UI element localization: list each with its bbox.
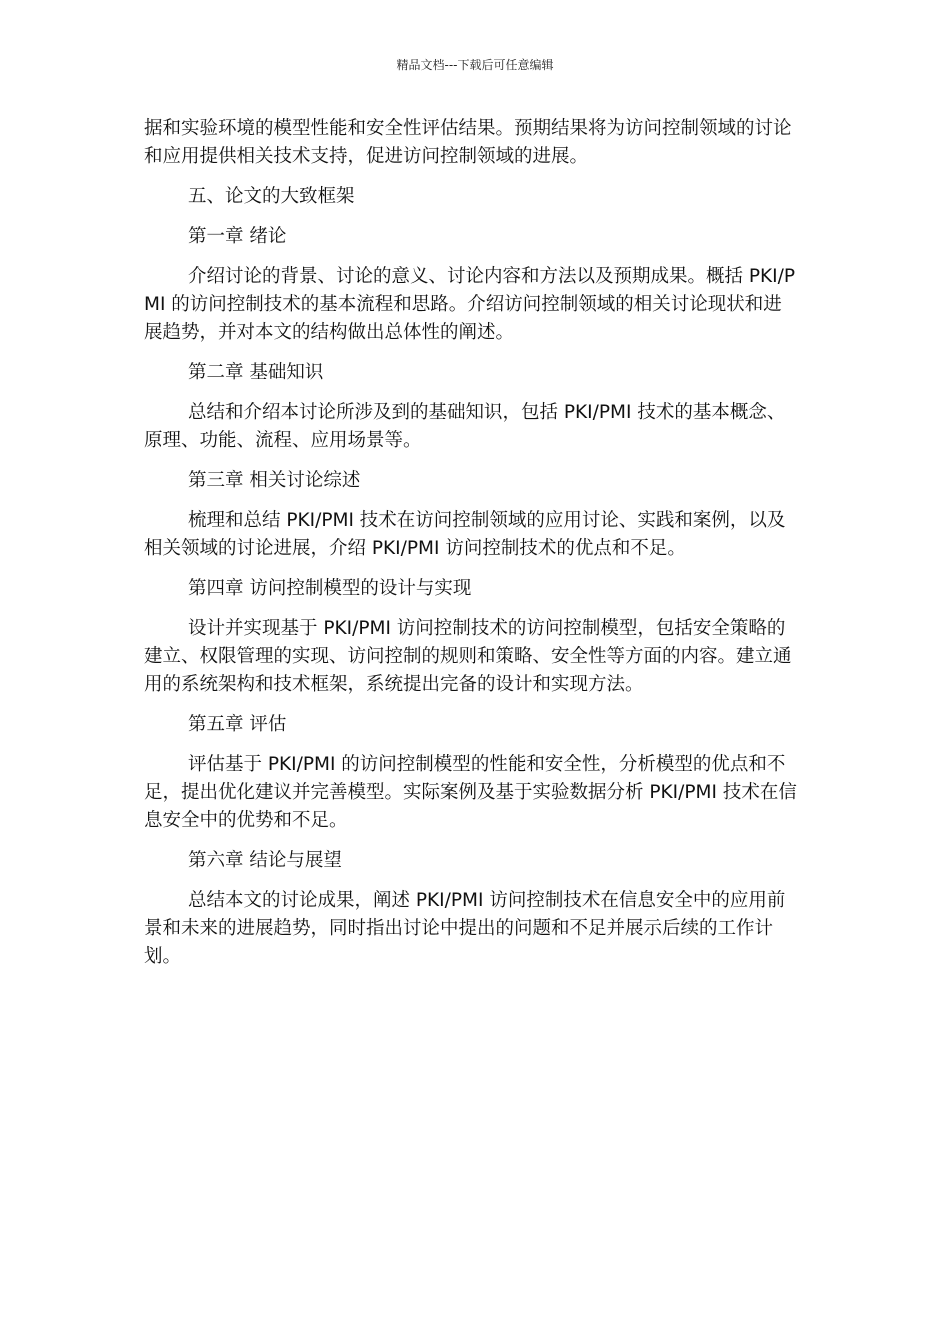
chapter-heading-6: 第六章 结论与展望 [188, 850, 342, 871]
document-body [144, 115, 799, 983]
chapter-heading-4: 第四章 访问控制模型的设计与实现 [188, 578, 472, 599]
chapter-heading-3: 第三章 相关讨论综述 [188, 470, 361, 491]
page-header: 精品文档---下载后可任意编辑 [396, 58, 554, 72]
section-heading-framework: 五、论文的大致框架 [188, 186, 355, 207]
paragraph-continuation: 据和实验环境的模型性能和安全性评估结果。预期结果将为访问控制领域的讨论和应用提供相关技术支持，促进访问控制领域的进展。 [144, 118, 792, 167]
chapter-4-description: 设计并实现基于 PKI/PMI 访问控制技术的访问控制模型，包括安全策略的建立、权限管理的实现、访问控制的规则和策略、安全性等方面的内容。建立通用的系统架构和技术框架，系统提出完备的设计和实现方法。 [144, 618, 792, 695]
chapter-heading-2: 第二章 基础知识 [188, 362, 324, 383]
chapter-5-description: 评估基于 PKI/PMI 的访问控制模型的性能和安全性，分析模型的优点和不足，提出优化建议并完善模型。实际案例及基于实验数据分析 PKI/PMI 技术在信息安全中的优势和不足。 [144, 754, 797, 831]
chapter-2-description: 总结和介绍本讨论所涉及到的基础知识，包括 PKI/PMI 技术的基本概念、原理、功能、流程、应用场景等。 [144, 402, 786, 451]
chapter-3-description: 梳理和总结 PKI/PMI 技术在访问控制领域的应用讨论、实践和案例，以及相关领域的讨论进展，介绍 PKI/PMI 访问控制技术的优点和不足。 [144, 510, 786, 559]
chapter-heading-1: 第一章 绪论 [188, 226, 287, 247]
chapter-1-description: 介绍讨论的背景、讨论的意义、讨论内容和方法以及预期成果。概括 PKI/PMI 的访问控制技术的基本流程和思路。介绍访问控制领域的相关讨论现状和进展趋势，并对本文的结构做出总体性的阐述。 [144, 266, 796, 343]
chapter-6-description: 总结本文的讨论成果，阐述 PKI/PMI 访问控制技术在信息安全中的应用前景和未来的进展趋势，同时指出讨论中提出的问题和不足并展示后续的工作计划。 [144, 890, 786, 967]
chapter-heading-5: 第五章 评估 [188, 714, 287, 735]
